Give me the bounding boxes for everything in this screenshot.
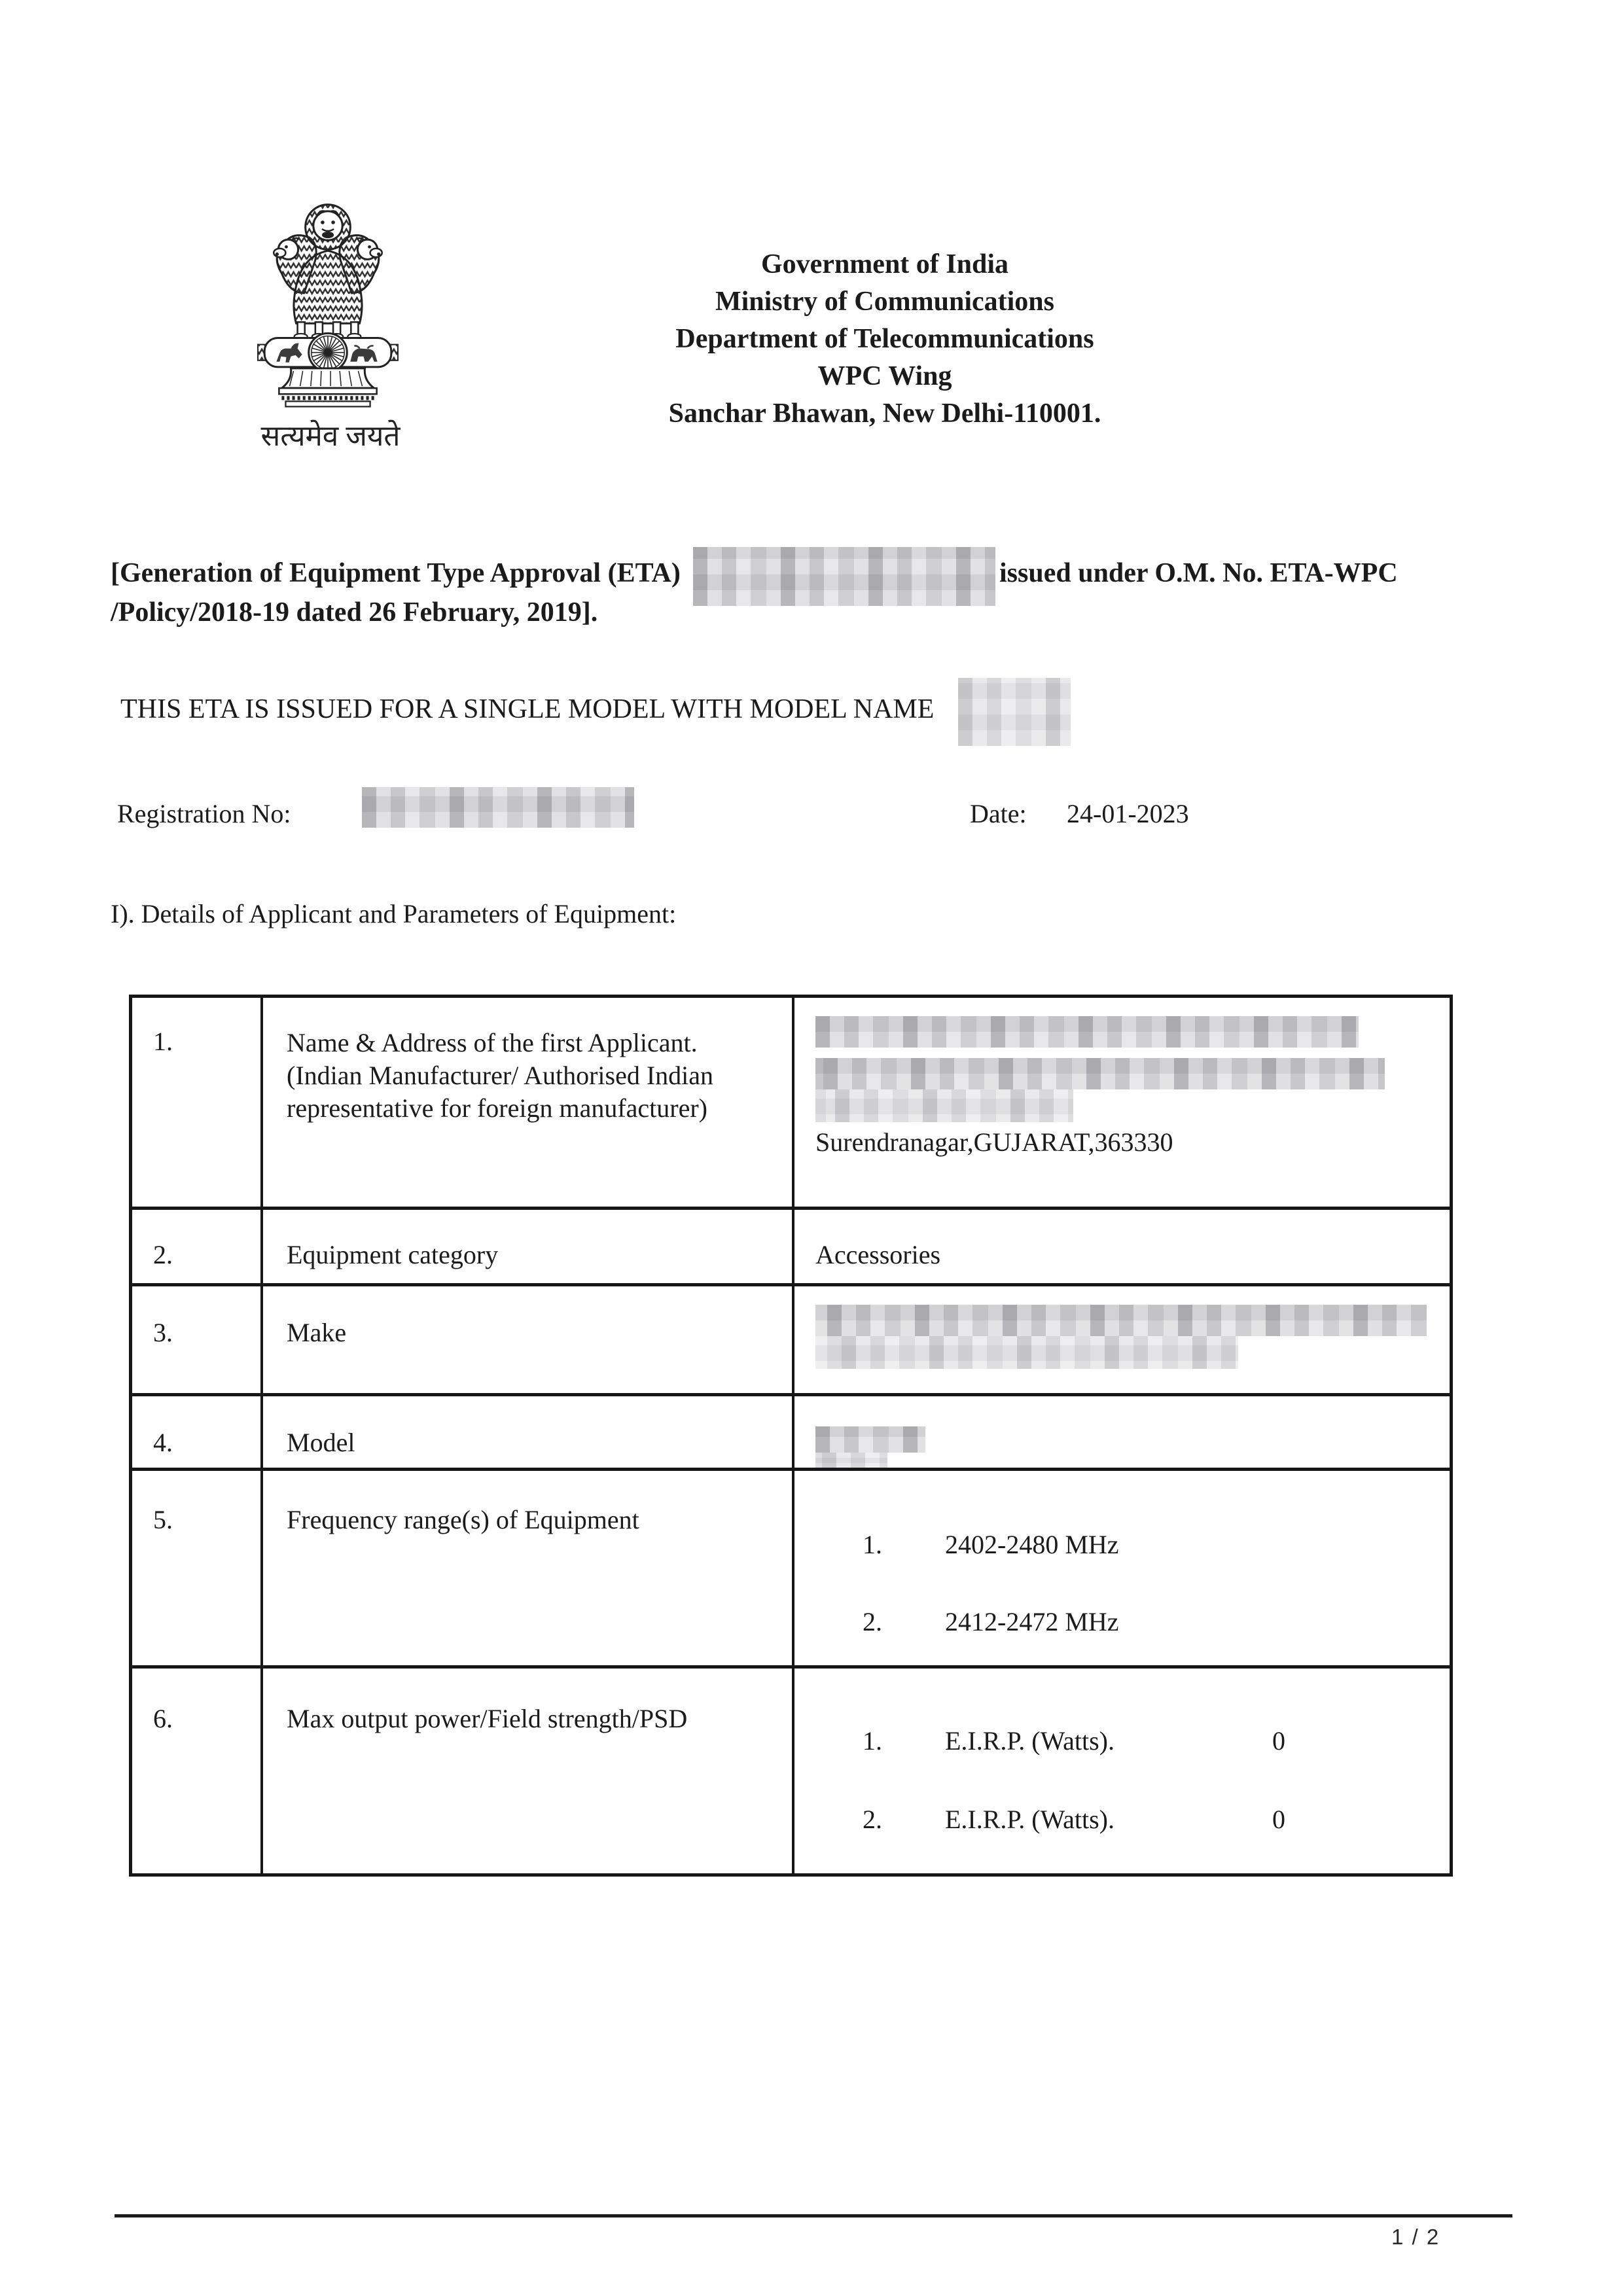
row-number: 1. <box>153 1027 173 1056</box>
row5-label: Frequency range(s) of Equipment <box>287 1505 639 1534</box>
letterhead-line-government: Government of India <box>761 249 1008 279</box>
redacted-applicant-address-line1 <box>815 1058 1385 1089</box>
row3-label: Make <box>287 1318 347 1347</box>
emblem-motto: सत्यमेव जयते <box>260 420 401 452</box>
letterhead <box>399 246 1370 433</box>
frequency-item2-value: 2412-2472 MHz <box>945 1607 1119 1636</box>
page-number-indicator: 1 / 2 <box>1391 2225 1440 2249</box>
redacted-model-value-line2 <box>815 1453 887 1471</box>
eirp-item2-value: 0 <box>1272 1805 1285 1834</box>
details-table <box>129 995 1453 1877</box>
table-row5-number-cell <box>132 1471 263 1669</box>
table-row1-value-cell <box>794 998 1450 1210</box>
letterhead-line-address: Sanchar Bhawan, New Delhi-110001. <box>668 398 1101 429</box>
table-row1-number-cell <box>132 998 263 1210</box>
table-row2-label-cell <box>263 1210 794 1286</box>
table-row4-label-cell <box>263 1396 794 1471</box>
table-row3-number-cell <box>132 1286 263 1396</box>
eirp-item1-index: 1. <box>863 1726 882 1756</box>
row-number: 3. <box>153 1318 173 1347</box>
redacted-eta-number <box>693 547 995 606</box>
table-row2-number-cell <box>132 1210 263 1286</box>
letterhead-line-department: Department of Telecommunications <box>675 324 1094 354</box>
redacted-registration-number <box>362 787 634 828</box>
redacted-applicant-address-line2 <box>815 1089 1073 1122</box>
row-number: 4. <box>153 1428 173 1457</box>
letterhead-line-wing: WPC Wing <box>817 361 952 391</box>
footer-divider <box>115 2214 1512 2217</box>
equipment-category-value: Accessories <box>815 1240 941 1269</box>
table-row6-label-cell <box>263 1669 794 1873</box>
intro-note-line1-suffix: issued under O.M. No. ETA-WPC <box>999 558 1398 588</box>
date-label: Date: <box>970 799 1027 828</box>
emblem-of-india <box>254 192 402 412</box>
table-row4-value-cell <box>794 1396 1450 1471</box>
applicant-visible-address: Surendranagar,GUJARAT,363330 <box>815 1127 1173 1157</box>
row1-label-line3: representative for foreign manufacturer) <box>287 1093 707 1123</box>
table-row3-value-cell <box>794 1286 1450 1396</box>
row-number: 5. <box>153 1505 173 1534</box>
eirp-item2-label: E.I.R.P. (Watts). <box>945 1805 1115 1834</box>
row1-label-line2: (Indian Manufacturer/ Authorised Indian <box>287 1061 714 1090</box>
model-statement: THIS ETA IS ISSUED FOR A SINGLE MODEL WITH MODEL NAME <box>120 694 935 724</box>
frequency-item1-value: 2402-2480 MHz <box>945 1530 1119 1559</box>
intro-note-line1-prefix: [Generation of Equipment Type Approval (ETA) <box>111 558 681 588</box>
frequency-item2-index: 2. <box>863 1607 882 1636</box>
table-row5-value-cell <box>794 1471 1450 1669</box>
frequency-item1-index: 1. <box>863 1530 882 1559</box>
redacted-make-line2 <box>815 1336 1238 1369</box>
row1-label-line1: Name & Address of the first Applicant. <box>287 1028 698 1057</box>
intro-note-line2: /Policy/2018-19 dated 26 February, 2019]. <box>111 597 598 627</box>
registration-label: Registration No: <box>117 799 291 828</box>
table-row6-value-cell <box>794 1669 1450 1873</box>
row6-label: Max output power/Field strength/PSD <box>287 1704 688 1733</box>
redacted-applicant-name <box>815 1016 1359 1048</box>
date-value: 24-01-2023 <box>1067 799 1189 828</box>
table-row5-label-cell <box>263 1471 794 1669</box>
table-row1-label-cell <box>263 998 794 1210</box>
table-row2-value-cell <box>794 1210 1450 1286</box>
redacted-model-name <box>958 678 1071 746</box>
row-number: 2. <box>153 1240 173 1269</box>
eirp-item1-value: 0 <box>1272 1726 1285 1756</box>
eirp-item2-index: 2. <box>863 1805 882 1834</box>
redacted-make-line1 <box>815 1305 1427 1336</box>
row2-label: Equipment category <box>287 1240 499 1269</box>
row-number: 6. <box>153 1704 173 1733</box>
table-row3-label-cell <box>263 1286 794 1396</box>
redacted-model-value-line1 <box>815 1426 925 1453</box>
letterhead-line-ministry: Ministry of Communications <box>715 287 1054 317</box>
eirp-item1-label: E.I.R.P. (Watts). <box>945 1726 1115 1756</box>
row4-label: Model <box>287 1428 355 1457</box>
section-heading: I). Details of Applicant and Parameters of Equipment: <box>111 899 677 928</box>
table-row6-number-cell <box>132 1669 263 1873</box>
table-row4-number-cell <box>132 1396 263 1471</box>
